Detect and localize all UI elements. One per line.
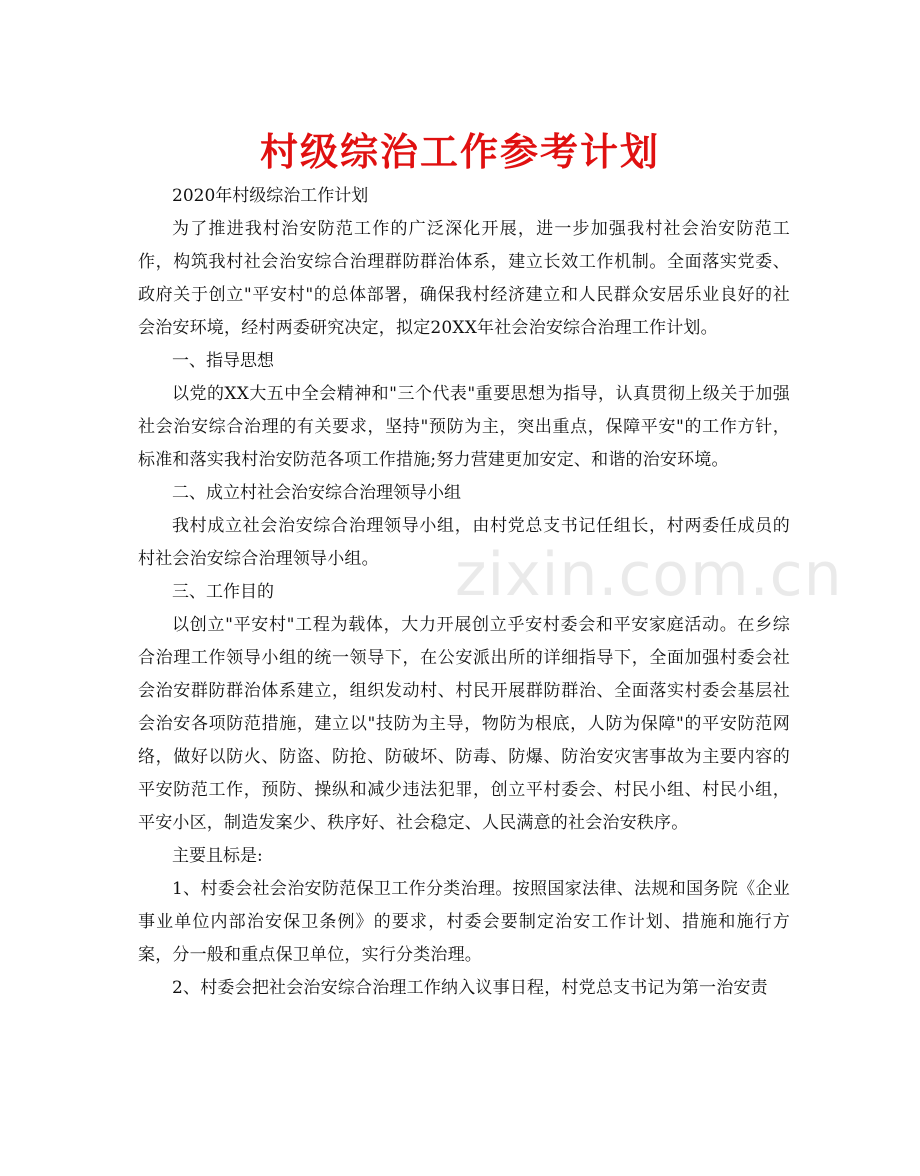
paragraph-guiding-thought: 以党的XX大五中全会精神和"三个代表"重要思想为指导，认真贯彻上级关于加强社会治安综合治理的有关要求，坚持"预防为主，突出重点，保障平安"的工作方针，标准和落实我村治安防范各项工作措施;努力营建更加安定、和谐的治安环境。 [138, 384, 790, 470]
paragraph-target-2: 2、村委会把社会治安综合治理工作纳入议事日程，村党总支书记为第一治安责 [172, 978, 768, 998]
paragraph-leadership-group: 我村成立社会治安综合治理领导小组，由村党总支书记任组长，村两委任成员的村社会治安综合治理领导小组。 [138, 516, 790, 569]
document-subtitle: 2020年村级综治工作计划 [172, 186, 369, 206]
section-heading-leadership-group: 二、成立村社会治安综合治理领导小组 [172, 483, 461, 503]
watermark: zixin.com.cn [455, 540, 843, 610]
paragraph-target-1: 1、村委会社会治安防范保卫工作分类治理。按照国家法律、法规和国务院《企业事业单位内部治安保卫条例》的要求，村委会要制定治安工作计划、措施和施行方案，分一般和重点保卫单位，实行分类治理。 [138, 879, 790, 965]
paragraph-intro: 为了推进我村治安防范工作的广泛深化开展，进一步加强我村社会治安防范工作，构筑我村社会治安综合治理群防群治体系，建立长效工作机制。全面落实党委、政府关于创立"平安村"的总体部署，确保我村经济建立和人民群众安居乐业良好的社会治安环境，经村两委研究决定，拟定20XX年社会治安综合治理工作计划。 [138, 219, 790, 338]
section-heading-work-goals: 三、工作目的 [172, 582, 274, 602]
section-heading-guiding-thought: 一、指导思想 [172, 351, 274, 371]
section-heading-main-targets: 主要且标是: [172, 846, 263, 866]
document-title: 村级综治工作参考计划 [259, 130, 660, 174]
paragraph-work-goals: 以创立"平安村"工程为载体，大力开展创立乎安村委会和平安家庭活动。在乡综合治理工作领导小组的统一领导下，在公安派出所的详细指导下，全面加强村委会社会治安群防群治体系建立，组织发动村、村民开展群防群治、全面落实村委会基层社会治安各项防范措施，建立以"技防为主导，物防为根底，人防为保障"的平安防范网络，做好以防火、防盗、防抢、防破坏、防毒、防爆、防治安灾害事故为主要内容的平安防范工作，预防、操纵和减少违法犯罪，创立平村委会、村民小组、村民小组，平安小区，制造发案少、秩序好、社会稳定、人民满意的社会治安秩序。 [138, 615, 790, 833]
